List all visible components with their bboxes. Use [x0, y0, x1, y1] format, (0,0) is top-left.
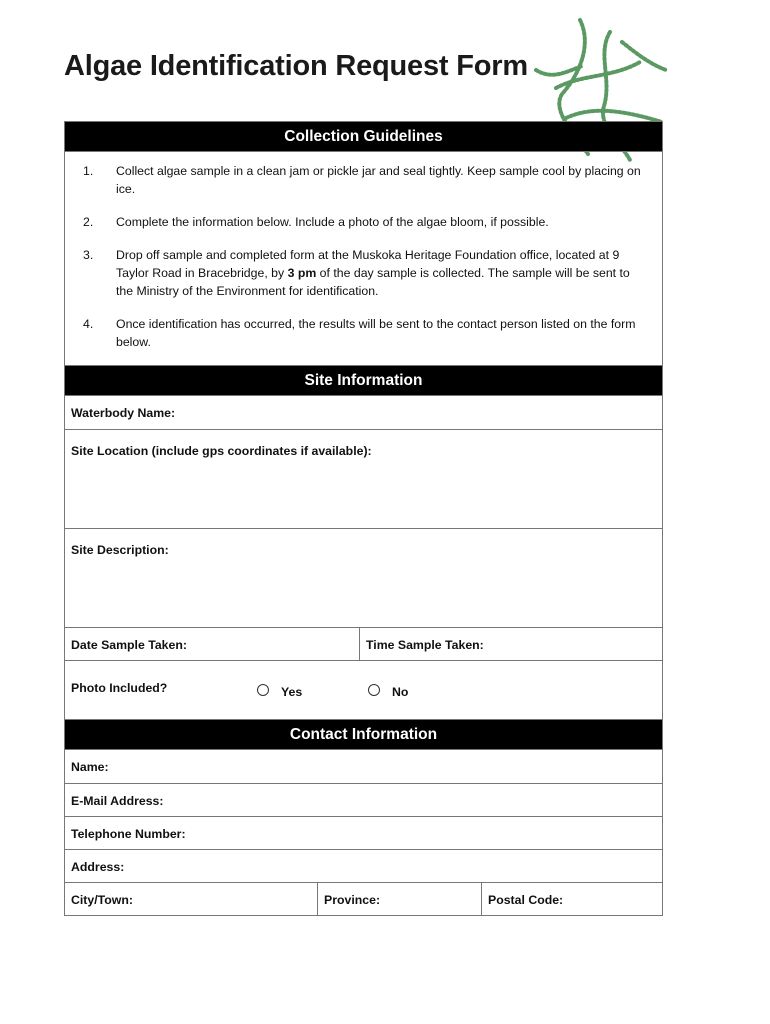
site-information-heading: Site Information	[65, 365, 662, 396]
photo-yes-option[interactable]	[257, 683, 302, 697]
radio-yes-label: Yes	[281, 685, 303, 699]
postal-code-label: Postal Code:	[488, 893, 564, 907]
photo-included-label: Photo Included?	[71, 681, 168, 695]
date-time-row	[65, 627, 662, 660]
site-location-label: Site Location (include gps coordinates if available):	[71, 444, 372, 458]
form-title: Algae Identification Request Form	[64, 50, 528, 82]
request-form	[64, 121, 663, 916]
collection-guidelines-heading: Collection Guidelines	[65, 122, 662, 152]
guideline-text: Once identification has occurred, the results will be sent to the contact person listed on the form below.	[116, 317, 636, 349]
guideline-number: 3.	[83, 248, 94, 262]
address-label: Address:	[71, 860, 125, 874]
name-field[interactable]	[65, 750, 662, 783]
email-label: E-Mail Address:	[71, 794, 164, 808]
telephone-field[interactable]	[65, 816, 662, 849]
guideline-text: Collect algae sample in a clean jam or pickle jar and seal tightly. Keep sample cool by placing on ice.	[116, 164, 641, 196]
guideline-item	[83, 162, 650, 198]
site-location-field[interactable]	[65, 429, 662, 528]
telephone-label: Telephone Number:	[71, 827, 186, 841]
address-field[interactable]	[65, 849, 662, 882]
radio-no[interactable]	[368, 684, 380, 696]
email-field[interactable]	[65, 783, 662, 816]
province-label: Province:	[324, 893, 381, 907]
guideline-text: Complete the information below. Include a photo of the algae bloom, if possible.	[116, 215, 549, 229]
waterbody-name-label: Waterbody Name:	[71, 406, 176, 420]
site-description-field[interactable]	[65, 528, 662, 627]
city-province-postal-row	[65, 882, 662, 915]
time-sample-taken-label: Time Sample Taken:	[366, 638, 484, 652]
radio-no-label: No	[392, 685, 409, 699]
date-sample-taken-label: Date Sample Taken:	[71, 638, 187, 652]
contact-information-heading: Contact Information	[65, 719, 662, 750]
guideline-text: Drop off sample and completed form at the Muskoka Heritage Foundation office, located at 9 Taylor Road in Bracebridge, by 3 pm of the day sample is collected. The sample will be sent to the Ministry of the Environment for identification.	[116, 248, 630, 298]
guideline-item	[83, 246, 650, 300]
date-sample-taken-field[interactable]	[65, 628, 359, 660]
guideline-item	[83, 315, 650, 351]
guideline-number: 2.	[83, 215, 94, 229]
time-sample-taken-field[interactable]	[359, 628, 662, 660]
city-town-label: City/Town:	[71, 893, 133, 907]
radio-yes[interactable]	[257, 684, 269, 696]
guideline-number: 4.	[83, 317, 94, 331]
name-label: Name:	[71, 760, 109, 774]
photo-no-option[interactable]	[368, 683, 408, 697]
postal-code-field[interactable]	[481, 883, 662, 915]
guideline-number: 1.	[83, 164, 94, 178]
collection-guidelines-list	[65, 152, 662, 365]
deadline-time: 3 pm	[287, 266, 317, 280]
photo-included-row	[65, 660, 662, 719]
waterbody-name-field[interactable]	[65, 396, 662, 429]
site-description-label: Site Description:	[71, 543, 169, 557]
city-town-field[interactable]	[65, 883, 317, 915]
guideline-item	[83, 213, 650, 231]
province-field[interactable]	[317, 883, 481, 915]
